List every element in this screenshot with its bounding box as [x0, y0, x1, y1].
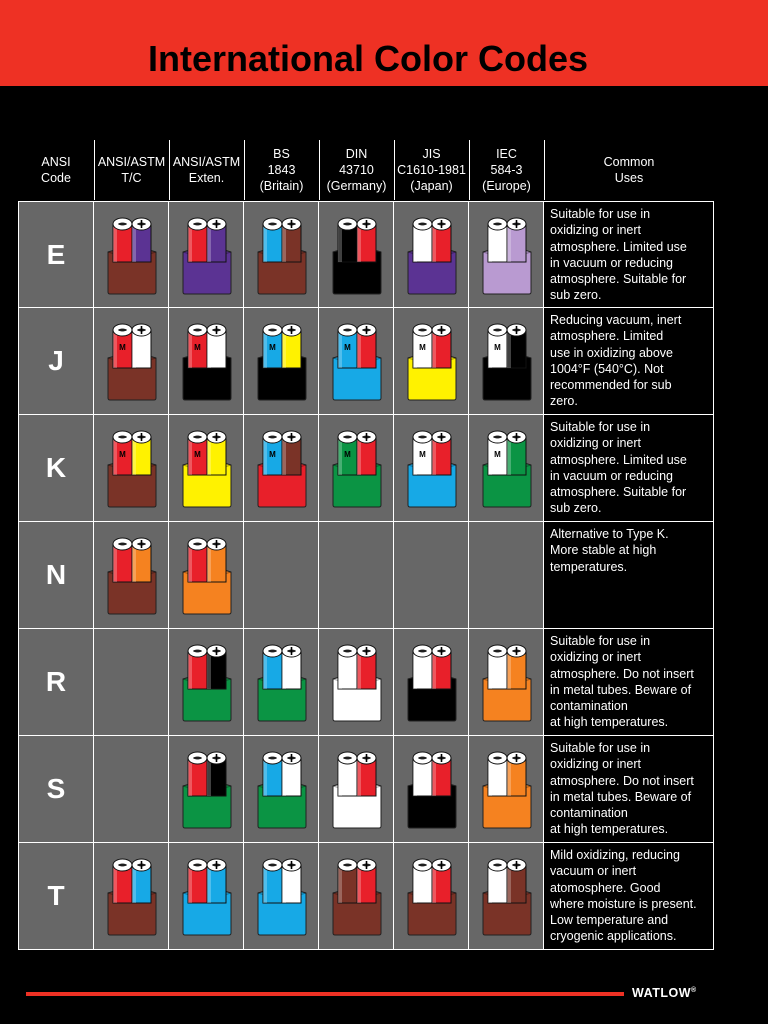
- common-uses-cell: [544, 522, 714, 629]
- watlow-logo: [632, 986, 697, 1000]
- wire-illustration: [406, 214, 458, 296]
- column-header-line: Code: [41, 171, 71, 185]
- common-uses-text: recommended for sub: [550, 378, 672, 393]
- thermocouple-wire-icon: [181, 214, 233, 296]
- minus-sign: [119, 436, 127, 438]
- wire-color-cell: [319, 522, 394, 629]
- minus-sign: [119, 864, 127, 866]
- wire-color-cell: [469, 308, 544, 415]
- header-divider: [469, 140, 470, 200]
- thermocouple-wire-icon: [106, 855, 158, 937]
- column-header-line: Common: [603, 155, 655, 169]
- minus-sign: [419, 223, 427, 225]
- title-banner: [0, 0, 768, 86]
- column-header-line: (Europe): [482, 179, 531, 193]
- wire-illustration: [181, 641, 233, 723]
- minus-sign: [344, 223, 352, 225]
- column-header: [394, 140, 469, 200]
- minus-sign: [119, 543, 127, 545]
- common-uses-text: atmosphere. Limited use: [550, 452, 687, 467]
- wire-color-cell: [169, 843, 244, 950]
- common-uses-cell: [544, 736, 714, 843]
- common-uses-cell: [544, 629, 714, 736]
- minus-sign: [344, 864, 352, 866]
- minus-sign: [344, 650, 352, 652]
- common-uses-cell: [544, 843, 714, 950]
- column-header-line: (Germany): [326, 179, 387, 193]
- column-header: [94, 140, 169, 200]
- magnetic-marker: M: [119, 343, 126, 352]
- header-divider: [244, 140, 245, 200]
- ansi-code-cell: [18, 843, 94, 950]
- column-header-line: IEC: [496, 147, 517, 161]
- column-header-line: (Britain): [259, 179, 304, 193]
- ansi-code: N: [45, 559, 67, 590]
- wire-illustration: [106, 855, 158, 937]
- minus-sign: [194, 329, 202, 331]
- header-divider: [319, 140, 320, 200]
- common-uses-text: atmosphere. Suitable for: [550, 272, 687, 287]
- common-uses-text: contamination: [550, 699, 628, 714]
- column-header-line: DIN: [345, 147, 368, 161]
- wire-color-cell: [319, 843, 394, 950]
- common-uses-text: temperatures.: [550, 559, 628, 574]
- wire-color-cell: [394, 522, 469, 629]
- common-uses-text: cryogenic applications.: [550, 929, 677, 944]
- wire-color-cell: [394, 201, 469, 308]
- common-uses-cell: [544, 201, 714, 308]
- minus-sign: [419, 436, 427, 438]
- wire-illustration: [106, 214, 158, 296]
- common-uses-text: atmosphere. Suitable for: [550, 485, 687, 500]
- thermocouple-wire-icon: [106, 427, 158, 509]
- thermocouple-wire-icon: [181, 748, 233, 830]
- wire-illustration: [106, 534, 158, 616]
- wire-color-cell: [394, 415, 469, 522]
- thermocouple-wire-icon: [256, 427, 308, 509]
- table-row: [18, 308, 714, 415]
- minus-sign: [494, 757, 502, 759]
- column-header-line: 43710: [339, 163, 374, 177]
- thermocouple-wire-icon: [481, 855, 533, 937]
- thermocouple-wire-icon: [481, 427, 533, 509]
- magnetic-marker: M: [269, 450, 276, 459]
- wire-color-cell: [169, 415, 244, 522]
- thermocouple-wire-icon: [406, 214, 458, 296]
- color-code-table: [18, 201, 714, 950]
- minus-sign: [344, 436, 352, 438]
- minus-sign: [344, 329, 352, 331]
- common-uses-text: oxidizing or inert: [550, 650, 642, 665]
- wire-color-cell: [169, 522, 244, 629]
- common-uses-text: in vacuum or reducing: [550, 468, 673, 483]
- wire-illustration: [256, 427, 308, 509]
- ansi-code: J: [48, 345, 64, 376]
- wire-color-cell: [469, 629, 544, 736]
- table-row: [18, 736, 714, 843]
- minus-sign: [494, 329, 502, 331]
- minus-sign: [194, 864, 202, 866]
- wire-illustration: [331, 748, 383, 830]
- column-header-line: ANSI/ASTM: [97, 155, 166, 169]
- magnetic-marker: M: [269, 343, 276, 352]
- common-uses-text: in vacuum or reducing: [550, 255, 673, 270]
- wire-color-cell: [469, 415, 544, 522]
- wire-color-cell: [169, 201, 244, 308]
- thermocouple-wire-icon: [481, 748, 533, 830]
- common-uses-text: Suitable for use in: [550, 420, 651, 434]
- common-uses-text: 1004°F (540°C). Not: [550, 361, 664, 376]
- magnetic-marker: M: [344, 450, 351, 459]
- minus-sign: [419, 650, 427, 652]
- minus-sign: [344, 757, 352, 759]
- magnetic-marker: M: [344, 343, 351, 352]
- common-uses-text: use in oxidizing above: [550, 345, 673, 360]
- wire-illustration: [256, 320, 308, 402]
- thermocouple-wire-icon: [406, 855, 458, 937]
- common-uses-text: Mild oxidizing, reducing: [550, 848, 680, 862]
- wire-illustration: [331, 320, 383, 402]
- wire-color-cell: [394, 629, 469, 736]
- ansi-code: K: [45, 452, 67, 483]
- common-uses-text: at high temperatures.: [550, 822, 669, 837]
- common-uses-text: Reducing vacuum, inert: [550, 313, 682, 327]
- thermocouple-wire-icon: [331, 641, 383, 723]
- common-uses-text: oxidizing or inert: [550, 223, 642, 238]
- wire-color-cell: [319, 308, 394, 415]
- thermocouple-wire-icon: [406, 748, 458, 830]
- brand-name: WATLOW: [632, 986, 691, 1000]
- wire-color-cell: [319, 201, 394, 308]
- ansi-code-cell: [18, 201, 94, 308]
- header-divider: [394, 140, 395, 200]
- magnetic-marker: M: [419, 343, 426, 352]
- wire-color-cell: [94, 415, 169, 522]
- column-header: [169, 140, 244, 200]
- wire-illustration: [406, 320, 458, 402]
- wire-illustration: [481, 748, 533, 830]
- wire-color-cell: [469, 201, 544, 308]
- thermocouple-wire-icon: [331, 214, 383, 296]
- wire-illustration: [406, 855, 458, 937]
- minus-sign: [269, 650, 277, 652]
- minus-sign: [194, 543, 202, 545]
- wire-illustration: [106, 320, 158, 402]
- column-header-line: 1843: [267, 163, 296, 177]
- common-uses-text: contamination: [550, 806, 628, 821]
- wire-illustration: [481, 320, 533, 402]
- thermocouple-wire-icon: [256, 214, 308, 296]
- column-header: [18, 140, 94, 200]
- wire-illustration: [406, 641, 458, 723]
- thermocouple-wire-icon: [181, 855, 233, 937]
- wire-color-cell: [319, 415, 394, 522]
- common-uses-text: atmosphere. Do not insert: [550, 773, 694, 788]
- wire-color-cell: [244, 308, 319, 415]
- column-header: [244, 140, 319, 200]
- column-header-line: 584-3: [490, 163, 523, 177]
- wire-color-cell: [244, 201, 319, 308]
- wire-illustration: [331, 641, 383, 723]
- minus-sign: [194, 436, 202, 438]
- ansi-code: R: [45, 666, 67, 697]
- ansi-code-cell: [18, 415, 94, 522]
- common-uses-text: in metal tubes. Beware of: [550, 682, 692, 697]
- wire-illustration: [481, 427, 533, 509]
- wire-illustration: [331, 214, 383, 296]
- column-header-line: C1610-1981: [397, 163, 466, 177]
- common-uses-text: atmosphere. Limited use: [550, 239, 687, 254]
- minus-sign: [494, 436, 502, 438]
- minus-sign: [269, 436, 277, 438]
- thermocouple-wire-icon: [406, 641, 458, 723]
- table-row: [18, 522, 714, 629]
- wire-color-cell: [319, 629, 394, 736]
- wire-illustration: [481, 641, 533, 723]
- wire-color-cell: [469, 522, 544, 629]
- minus-sign: [494, 223, 502, 225]
- wire-illustration: [256, 214, 308, 296]
- column-header: [319, 140, 394, 200]
- minus-sign: [119, 329, 127, 331]
- wire-color-cell: [394, 308, 469, 415]
- common-uses-text: Alternative to Type K.: [550, 527, 669, 541]
- wire-illustration: [106, 427, 158, 509]
- table-row: [18, 843, 714, 950]
- wire-illustration: [181, 427, 233, 509]
- wire-illustration: [181, 320, 233, 402]
- thermocouple-wire-icon: [256, 748, 308, 830]
- wire-color-cell: [319, 736, 394, 843]
- wire-color-cell: [244, 843, 319, 950]
- common-uses-text: More stable at high: [550, 543, 657, 558]
- minus-sign: [494, 650, 502, 652]
- thermocouple-wire-icon: [331, 855, 383, 937]
- common-uses-text: oxidizing or inert: [550, 436, 642, 451]
- thermocouple-wire-icon: [181, 427, 233, 509]
- wire-color-cell: [169, 308, 244, 415]
- thermocouple-wire-icon: [106, 214, 158, 296]
- wire-illustration: [256, 641, 308, 723]
- common-uses-text: atmosphere. Do not insert: [550, 666, 694, 681]
- header-divider: [544, 140, 545, 200]
- wire-illustration: [481, 855, 533, 937]
- common-uses-text: in metal tubes. Beware of: [550, 789, 692, 804]
- wire-color-cell: [94, 736, 169, 843]
- ansi-code: S: [46, 773, 66, 804]
- common-uses-text: Low temperature and: [550, 913, 669, 928]
- column-header-line: ANSI/ASTM: [172, 155, 241, 169]
- column-header-line: (Japan): [410, 179, 453, 193]
- wire-illustration: [406, 427, 458, 509]
- column-header-line: Uses: [614, 171, 644, 185]
- minus-sign: [419, 864, 427, 866]
- wire-color-cell: [244, 736, 319, 843]
- magnetic-marker: M: [494, 450, 501, 459]
- common-uses-text: sub zero.: [550, 288, 602, 303]
- column-header: [469, 140, 544, 200]
- wire-illustration: [256, 748, 308, 830]
- minus-sign: [194, 650, 202, 652]
- common-uses-text: Suitable for use in: [550, 634, 651, 648]
- page-title: International Color Codes: [147, 38, 589, 79]
- minus-sign: [119, 223, 127, 225]
- table-row: [18, 201, 714, 308]
- footer-rule: [26, 992, 624, 996]
- wire-color-cell: [244, 629, 319, 736]
- wire-color-cell: [94, 308, 169, 415]
- minus-sign: [269, 223, 277, 225]
- common-uses-text: atmosphere. Limited: [550, 329, 664, 344]
- thermocouple-wire-icon: [331, 748, 383, 830]
- wire-illustration: [181, 748, 233, 830]
- wire-illustration: [331, 855, 383, 937]
- wire-illustration: [181, 855, 233, 937]
- wire-illustration: [406, 748, 458, 830]
- wire-color-cell: [469, 843, 544, 950]
- wire-color-cell: [169, 629, 244, 736]
- thermocouple-wire-icon: [481, 320, 533, 402]
- thermocouple-wire-icon: [106, 320, 158, 402]
- thermocouple-wire-icon: [106, 534, 158, 616]
- minus-sign: [269, 864, 277, 866]
- ansi-code: E: [46, 238, 66, 270]
- ansi-code-cell: [18, 522, 94, 629]
- thermocouple-wire-icon: [181, 641, 233, 723]
- registered-mark: ®: [691, 986, 697, 994]
- magnetic-marker: M: [194, 450, 201, 459]
- thermocouple-wire-icon: [256, 641, 308, 723]
- thermocouple-wire-icon: [331, 320, 383, 402]
- minus-sign: [194, 223, 202, 225]
- column-header-line: ANSI: [41, 155, 71, 169]
- thermocouple-wire-icon: [181, 534, 233, 616]
- wire-illustration: [331, 427, 383, 509]
- common-uses-text: vacuum or inert: [550, 864, 637, 879]
- wire-illustration: [181, 214, 233, 296]
- ansi-code: T: [47, 880, 65, 911]
- minus-sign: [419, 757, 427, 759]
- wire-color-cell: [94, 201, 169, 308]
- column-header-line: T/C: [121, 171, 142, 185]
- ansi-code-cell: [18, 629, 94, 736]
- table-row: [18, 415, 714, 522]
- common-uses-text: where moisture is present.: [550, 896, 697, 911]
- wire-color-cell: [169, 736, 244, 843]
- wire-color-cell: [394, 843, 469, 950]
- common-uses-text: Suitable for use in: [550, 207, 651, 221]
- magnetic-marker: M: [494, 343, 501, 352]
- minus-sign: [494, 864, 502, 866]
- wire-color-cell: [94, 522, 169, 629]
- common-uses-text: at high temperatures.: [550, 715, 669, 730]
- wire-color-cell: [94, 843, 169, 950]
- minus-sign: [194, 757, 202, 759]
- common-uses-text: oxidizing or inert: [550, 757, 642, 772]
- column-header-line: BS: [273, 147, 290, 161]
- wire-illustration: [256, 855, 308, 937]
- thermocouple-wire-icon: [256, 855, 308, 937]
- wire-color-cell: [244, 415, 319, 522]
- common-uses-text: sub zero.: [550, 501, 602, 516]
- column-header-line: JIS: [422, 147, 441, 161]
- minus-sign: [419, 329, 427, 331]
- thermocouple-wire-icon: [406, 427, 458, 509]
- thermocouple-wire-icon: [481, 214, 533, 296]
- wire-color-cell: [394, 736, 469, 843]
- magnetic-marker: M: [194, 343, 201, 352]
- common-uses-cell: [544, 308, 714, 415]
- thermocouple-wire-icon: [181, 320, 233, 402]
- common-uses-text: zero.: [550, 394, 578, 409]
- common-uses-cell: [544, 415, 714, 522]
- header-divider: [169, 140, 170, 200]
- common-uses-text: atomosphere. Good: [550, 880, 661, 895]
- header-divider: [94, 140, 95, 200]
- column-header: [544, 140, 714, 200]
- ansi-code-cell: [18, 736, 94, 843]
- ansi-code-cell: [18, 308, 94, 415]
- magnetic-marker: M: [419, 450, 426, 459]
- wire-color-cell: [244, 522, 319, 629]
- wire-color-cell: [469, 736, 544, 843]
- thermocouple-wire-icon: [331, 427, 383, 509]
- minus-sign: [269, 757, 277, 759]
- wire-illustration: [181, 534, 233, 616]
- thermocouple-wire-icon: [406, 320, 458, 402]
- table-row: [18, 629, 714, 736]
- wire-illustration: [481, 214, 533, 296]
- thermocouple-wire-icon: [481, 641, 533, 723]
- thermocouple-wire-icon: [256, 320, 308, 402]
- wire-color-cell: [94, 629, 169, 736]
- common-uses-text: Suitable for use in: [550, 741, 651, 755]
- magnetic-marker: M: [119, 450, 126, 459]
- minus-sign: [269, 329, 277, 331]
- column-header-line: Exten.: [188, 171, 225, 185]
